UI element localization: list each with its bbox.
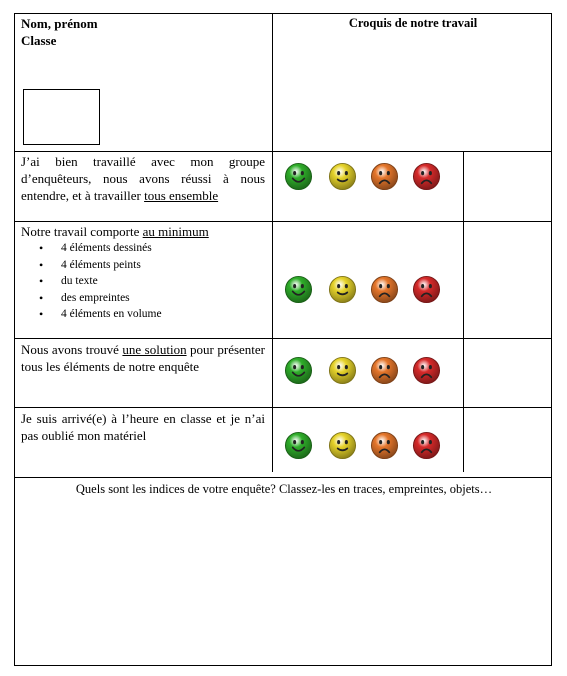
clues-question: Quels sont les indices de votre enquête? Classez-les en traces, empreintes, objets… <box>75 482 493 496</box>
criterion-teamwork <box>21 153 265 204</box>
criterion-solution-underlined: une solution <box>122 342 187 357</box>
row-divider-1 <box>15 151 551 152</box>
criterion-punctuality <box>21 410 265 444</box>
criterion-solution <box>21 341 265 375</box>
face-green-happy-icon[interactable] <box>284 275 313 304</box>
class-label: Classe <box>21 33 57 48</box>
name-label: Nom, prénom <box>21 16 98 31</box>
criterion-content-text: Notre travail comporte <box>21 224 143 239</box>
list-item: • des empreintes <box>61 290 162 307</box>
photo-box <box>23 89 100 145</box>
list-item: • 4 éléments dessinés <box>61 240 162 257</box>
face-red-sad-icon[interactable] <box>412 162 441 191</box>
row-divider-3 <box>15 338 551 339</box>
face-green-happy-icon[interactable] <box>284 162 313 191</box>
evaluation-sheet <box>14 13 552 666</box>
face-green-happy-icon[interactable] <box>284 431 313 460</box>
face-orange-sad-icon[interactable] <box>370 356 399 385</box>
list-item: • 4 éléments peints <box>61 257 162 274</box>
row-divider-2 <box>15 221 551 222</box>
criterion-solution-text-end: pour présenter tous les éléments de notre enquête <box>21 342 265 374</box>
column-divider-main <box>272 14 273 472</box>
required-elements-list <box>21 240 162 323</box>
face-orange-sad-icon[interactable] <box>370 275 399 304</box>
face-red-sad-icon[interactable] <box>412 431 441 460</box>
row-divider-5 <box>15 477 551 478</box>
face-orange-sad-icon[interactable] <box>370 431 399 460</box>
face-green-happy-icon[interactable] <box>284 356 313 385</box>
criterion-teamwork-underlined: tous ensemble <box>144 188 219 203</box>
face-yellow-smile-icon[interactable] <box>328 275 357 304</box>
criterion-content <box>21 223 265 240</box>
face-yellow-smile-icon[interactable] <box>328 356 357 385</box>
sketch-title: Croquis de notre travail <box>348 16 478 30</box>
list-item: • 4 éléments en volume <box>61 306 162 323</box>
list-item: • du texte <box>61 273 162 290</box>
criterion-teamwork-text: J’ai bien travaillé avec mon groupe d’enquêteurs, nous avons réussi à nous entendre, et à travailler <box>21 154 265 203</box>
criterion-punctuality-text: Je suis arrivé(e) à l’heure en classe et je n’ai pas oublié mon matériel <box>21 411 265 443</box>
column-divider-score <box>463 151 464 472</box>
face-red-sad-icon[interactable] <box>412 356 441 385</box>
criterion-solution-text: Nous avons trouvé <box>21 342 123 357</box>
criterion-content-underlined: au minimum <box>142 224 209 239</box>
face-red-sad-icon[interactable] <box>412 275 441 304</box>
row-divider-4 <box>15 407 551 408</box>
face-orange-sad-icon[interactable] <box>370 162 399 191</box>
face-yellow-smile-icon[interactable] <box>328 431 357 460</box>
face-yellow-smile-icon[interactable] <box>328 162 357 191</box>
